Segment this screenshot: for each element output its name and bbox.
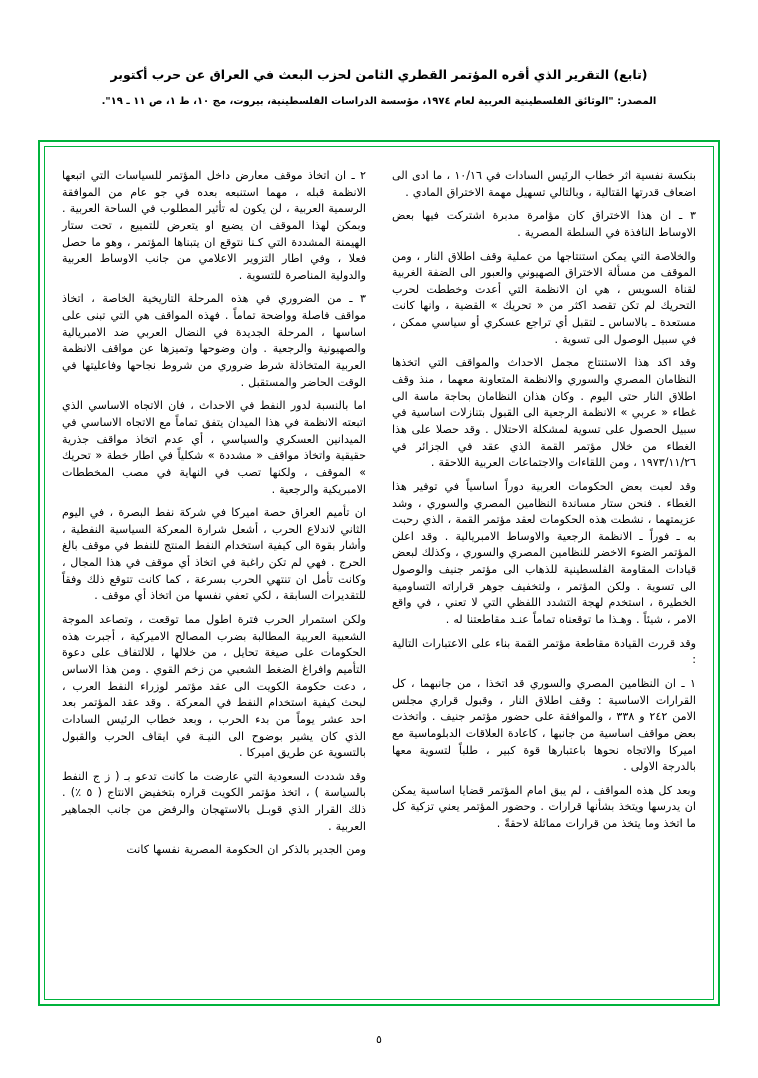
- paragraph: ٣ ـ من الضروري في هذه المرحلة التاريخية الخاصة ، اتخاذ مواقف فاصلة وواضحة تماماً . فهذه المواقف هي التي تبنى على اساسها ، المرحلة الجديدة في النضال العربي ضد الامبريالية والصهيونية والرجعية . وان وضوحها وتميزها عن مواقف الانظمة العربية المتخاذلة شرط ضروري من شروط نجاحها وفاعليتها في الوقت الحاضر والمستقبل .: [62, 292, 366, 389]
- document-source: المصدر: "الوثائق الفلسطينية العربية لعام ١٩٧٤، مؤسسة الدراسات الفلسطينية، بيروت، مج ١٠، ط ١، ص ١١ ـ ١٩".: [101, 95, 657, 107]
- page-title: (تابع) التقرير الذي أقره المؤتمر القطري الثامن لحزب البعث في العراق عن حرب أكتوبر: [110, 67, 648, 82]
- paragraph: ولكن استمرار الحرب فترة اطول مما توقعت ، وتصاعد الموجة الشعبية العربية المطالبة بضرب المصالح الاميركية ، أجبرت هذه الحكومات على صيغة تحايل ، من خلالها ، للالتفاف على دعوة التأميم وافراغ الضغط الشعبي من زخم القوي . ومن هذا الاساس ، دعت حكومة الكويت الى عقد مؤتمر لوزراء النفط العرب ، لبحث كيفية استخدام النفط في المعركة . وقد عقد المؤتمر بعد احد عشر يوماً من بدء الحرب ، وبعد خطاب الرئيس السادات الذي كان يشير بوضوح الى النيـة في ايقاف الحرب والقبول بالتسوية عن طريق اميركا .: [62, 613, 366, 760]
- paragraph: وقد لعبت بعض الحكومات العربية دوراً اساسياً في توفير هذا الغطاء . فنحن ستار مساندة النظامين المصري والسوري ، وشد عزيمتهما ، نشطت هذه الحكومات لعقد مؤتمر القمة ، الذي رحبت به ـ فوراً ـ الانظمة الرجعية والاوساط الامبريالية . وقد اعلن المؤتمر الضوء الاخضر للنظامين المصري والسوري ، وكذلك لبعض قيادات المقاومة الفلسطينية للذهاب الى مؤتمر جنيف والوصول الى تسوية . ولكن المؤتمر ، ولتخفيف جوهر قراراته التساومية الخطيرة ، استخدم لهجة التشدد اللفظي التي لا تعني ، في واقع الامر ، شيئاً . وهـذا ما توقعناه تماماً عنـد مقاطعتنا له .: [392, 479, 696, 627]
- paragraph: وقد شددت السعودية التي عارضت ما كانت تدعو بـ ( ز ج النفط بالسياسة ) ، اتخذ مؤتمر الكويت قراره بتخفيض الانتاج ( ٥ ٪) . ذلك القرار الذي قوبـل بالاستهجان والرفض من جانب الجماهير العربية .: [62, 769, 366, 833]
- page-number: ٥: [376, 1033, 382, 1046]
- document-header: [0, 0, 758, 109]
- paragraph: ومن الجدير بالذكر ان الحكومة المصرية نفسها كانت: [126, 843, 366, 857]
- paragraph: اما بالنسبة لدور النفط في الاحداث ، فان الاتجاه الاساسي الذي اتبعته الانظمة في هذا الميدان يتفق تماماً مع الاتجاه الاساسي في الميدانين العسكري والسياسي ، أي عدم اتخاذ مواقف جذرية حقيقية واتخاذ مواقف « مشددة » شكلياً في اطار خطة « تحريك » الموقف ، ولكنها تصب في النهاية في مصب المخططات الامبريكية والرجعية .: [62, 399, 366, 496]
- paragraph: والخلاصة التي يمكن استنتاجها من عملية وقف اطلاق النار ، ومن الموقف من مسألة الاختراق الصهيوني والعبور الى الضفة الغربية لقناة السويس ، هي ان الانظمة التي أعدت وخططت لحرب التحريك لم تكن تقصد اكثر من « تحريك » القضية ، وانها كانت مستعدة ـ بالاساس ـ لتقبل أي تراجع عسكري أو سياسي ممكن ، في سبيل الوصول الى تسوية .: [392, 249, 696, 346]
- paragraph: بنكسة نفسية اثر خطاب الرئيس السادات في ١٠/١٦ ، ما ادى الى اضعاف قدرتها القتالية ، وبالتالي تسهيل مهمة الاختراق المادي .: [392, 169, 696, 199]
- paragraph: وبعد كل هذه المواقف ، لم يبق امام المؤتمر قضايا اساسية يمكن ان يدرسها ويتخذ بشأنها قرارات . وحضور المؤتمر يعني تزكية كل ما اتخذ وما يتخذ من قرارات مماثلة لاحقةً .: [392, 783, 696, 831]
- paragraph: ٣ ـ ان هذا الاختراق كان مؤامرة مدبرة اشتركت فيها بعض الاوساط النافذة في السلطة المصرية .: [392, 209, 696, 239]
- paragraph: وقد قررت القيادة مقاطعة مؤتمر القمة بناء على الاعتبارات التالية :: [392, 636, 696, 667]
- paragraph: ١ ـ ان النظامين المصري والسوري قد اتخذا ، من جانبهما ، كل القرارات الاساسية : وقف اطلاق النار ، وقبول قراري مجلس الامن ٢٤٢ و ٣٣٨ ، والموافقة على حضور مؤتمر جنيف . واتخذت بعض مواقف اساسية من جانبها ، كاعادة العلاقات الدبلوماسية مع اميركا والاتجاه نحوها باعتبارها قوة كبير ، طلباً لتسوية معها بالدرجة الاولى .: [392, 676, 696, 774]
- paragraph: وقد اكد هذا الاستنتاج مجمل الاحداث والمواقف التي اتخذها النظامان المصري والسوري والانظمة المتعاونة معهما ، منذ وقف اطلاق النار حتى اليوم . وكان هذان النظامان بحاجة ماسة الى غطاء « عربي » الانظمة الرجعية الى القبول بتنازلات اساسية في سبيل الحصول على تسوية لمشكلة الاحتلال . وقد حصلا على هذا الغطاء من خلال مؤتمر القمة الذي عقد في الجزائر في ١٩٧٣/١١/٢٦ ، ومن اللقاءات والاجتماعات العربية اللاحقة .: [392, 356, 696, 470]
- body-columns: [62, 168, 696, 982]
- column-right: [392, 168, 696, 982]
- paragraph: ٢ ـ ان اتخاذ موقف معارض داخل المؤتمر للسياسات التي اتبعها الانظمة قبله ، مهما استنبعه بعده في جو عام من الموافقة الرسمية العربية ، لن يكون له تأثير المطلوب في الساحة العربية . وبمكن لهذا الموقف ان يضيع او يتعرض للتمييع ، تحت ستار الهيمنة المشددة التي كـنا نتوقع ان يتبناها المؤتمر ، وهو ما حصل فعلا ، وفي اطار التزوير الاعلامي من جانب الاوساط العربية والدولية المناصرة للتسوية .: [62, 169, 366, 282]
- paragraph: ان تأميم العراق حصة اميركا في شركة نفط البصرة ، في اليوم الثاني لاندلاع الحرب ، أشعل شرارة المعركة السياسية النفطية ، وأشار بقوة الى كيفية استخدام النفط المنتج للنفط في موقف بالغ الحرج . فهي لم تكن راغبة في اتخاذ أي موقف في هذا المجال ، وكانت تأمل ان تنتهي الحرب بسرعة ، كما كانت تتوقع ذلك وفقاً للتقديرات السابقة ، لكي تعفي نفسها من اتخاذ أي موقف .: [62, 506, 366, 603]
- column-left: [62, 168, 366, 982]
